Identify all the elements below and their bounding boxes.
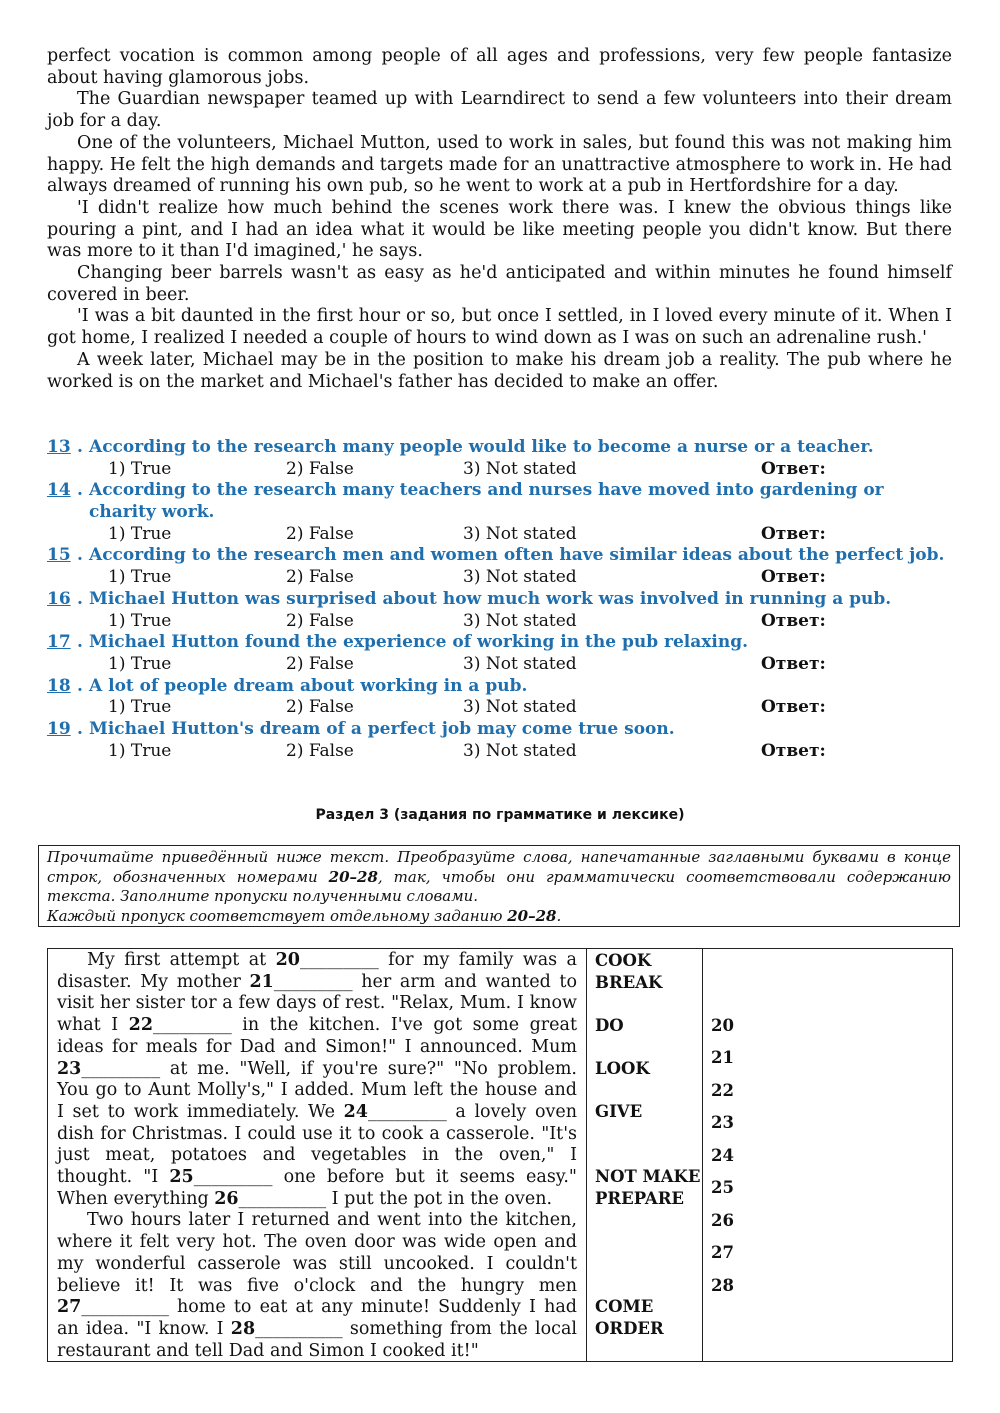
question-13: 13 . According to the research many people would like to become a nurse or a teacher. 1) True 2) False 3) Not stated Ответ: (47, 437, 952, 480)
true-false-questions (47, 437, 952, 762)
answer-label: Ответ: (761, 567, 826, 588)
base-word: DO (595, 1016, 624, 1035)
question-text: Michael Hutton found the experience of working in the pub relaxing. (89, 632, 749, 653)
reading-paragraph: 'I was a bit daunted in the first hour or so, but once I settled, in I loved every minute of it. When I got home, I realized I needed a couple of hours to wind down as I was on such an adrenaline rush.' (47, 306, 952, 349)
question-17: 17 . Michael Hutton found the experience of working in the pub relaxing. 1) True 2) False 3) Not stated Ответ: (47, 632, 952, 675)
question-text: According to the research many teachers and nurses have moved into gardening or charity work. (89, 480, 884, 523)
task-number: 21 (711, 1048, 734, 1067)
option-true[interactable]: 1) True (108, 740, 172, 761)
answer-label: Ответ: (761, 458, 826, 479)
option-false[interactable]: 2) False (286, 610, 354, 631)
gap-paragraph: Two hours later I returned and went into the kitchen, where it felt very hot. The oven door was wide open and my wonderful casserole was still uncooked. I couldn't believe it! It was five o'clock and the hungry men 27__________ home to eat at any minute! Suddenly I had an idea. "I know. I 28__________ something from the local restaurant and tell Dad and Simon I cooked it!" (57, 1210, 577, 1361)
answer-label: Ответ: (761, 523, 826, 544)
instruction-line (47, 907, 951, 927)
option-not-stated[interactable]: 3) Not stated (463, 458, 577, 479)
option-not-stated[interactable]: 3) Not stated (463, 610, 577, 631)
option-true[interactable]: 1) True (108, 458, 172, 479)
task-numbers-column (703, 949, 952, 1361)
option-false[interactable]: 2) False (286, 458, 354, 479)
question-number: 13 (47, 437, 71, 457)
gap-blank[interactable]: _________ (153, 1015, 232, 1036)
question-text: Michael Hutton's dream of a perfect job may come true soon. (89, 719, 675, 740)
task-number: 28 (711, 1276, 734, 1295)
option-true[interactable]: 1) True (108, 523, 172, 544)
gap-number: 23 (57, 1058, 82, 1079)
question-number: 15 (47, 545, 71, 566)
option-not-stated[interactable]: 3) Not stated (463, 567, 577, 588)
task-number: 27 (711, 1243, 734, 1262)
base-word: ORDER (595, 1319, 664, 1338)
option-not-stated[interactable]: 3) Not stated (463, 697, 577, 718)
gap-paragraph: My first attempt at 20_________ for my family was a disaster. My mother 21_________ her arm and wanted to visit her sister tor a few days of rest. "Relax, Mum. I know what I 22_________ in the kitchen. I've got some great ideas for meals for Dad and Simon!" I announced. Mum 23_________ at me. "Well, if you're sure?" "No problem. You go to Aunt Molly's," I added. Mum left the house and I set to work immediately. We 24_________ a lovely oven dish for Christmas. I could use it to cook a casserole. "It's just meat, potatoes and vegetables in the oven," I thought. "I 25_________ one before but it seems easy." When everything 26__________ I put the pot in the oven. (57, 950, 577, 1209)
instruction-line (47, 848, 951, 907)
gap-text-column (48, 949, 587, 1361)
option-not-stated[interactable]: 3) Not stated (463, 523, 577, 544)
option-false[interactable]: 2) False (286, 523, 354, 544)
option-false[interactable]: 2) False (286, 653, 354, 674)
option-true[interactable]: 1) True (108, 653, 172, 674)
gap-number: 27 (57, 1297, 82, 1318)
option-not-stated[interactable]: 3) Not stated (463, 740, 577, 761)
reading-paragraph: 'I didn't realize how much behind the scenes work there was. I knew the obvious things like pouring a pint, and I had an idea what it would be like meeting people you didn't know. But there was more to it than I'd imagined,' he says. (47, 197, 952, 262)
gap-blank[interactable]: __________ (81, 1297, 169, 1318)
reading-paragraph: perfect vocation is common among people of all ages and professions, very few people fantasize about having glamorous jobs. (47, 46, 952, 88)
question-number: 14 (47, 480, 71, 501)
question-number: 18 (47, 675, 71, 696)
option-not-stated[interactable]: 3) Not stated (463, 653, 577, 674)
reading-paragraph: Changing beer barrels wasn't as easy as he'd anticipated and within minutes he found himself covered in beer. (47, 263, 952, 305)
base-words-column (587, 949, 703, 1361)
instruction-box (38, 845, 960, 927)
answer-label: Ответ: (761, 653, 826, 674)
gap-blank[interactable]: _________ (193, 1167, 273, 1188)
reading-paragraph: The Guardian newspaper teamed up with Learndirect to send a few volunteers into their dream job for a day. (47, 89, 952, 132)
answer-label: Ответ: (761, 740, 826, 761)
question-15: 15 . According to the research men and women often have similar ideas about the perfect job. 1) True 2) False 3) Not stated Ответ: (47, 545, 952, 588)
gap-number: 20 (275, 950, 300, 970)
option-false[interactable]: 2) False (286, 567, 354, 588)
gap-number: 25 (169, 1167, 194, 1188)
question-text: According to the research many people would like to become a nurse or a teacher. (89, 437, 874, 457)
option-false[interactable]: 2) False (286, 740, 354, 761)
instruction-range: 20–28 (328, 867, 378, 886)
gap-blank[interactable]: __________ (255, 1318, 343, 1339)
question-text: According to the research men and women often have similar ideas about the perfect job. (89, 545, 945, 566)
base-word: COOK (595, 951, 652, 970)
question-19: 19 . Michael Hutton's dream of a perfect job may come true soon. 1) True 2) False 3) Not stated Ответ: (47, 719, 952, 762)
task-number: 20 (711, 1016, 734, 1035)
question-18: 18 . A lot of people dream about working in a pub. 1) True 2) False 3) Not stated Ответ: (47, 676, 952, 719)
instruction-range: 20–28 (507, 906, 557, 925)
task-number: 23 (711, 1113, 734, 1132)
question-number: 17 (47, 632, 71, 653)
option-true[interactable]: 1) True (108, 567, 172, 588)
gap-blank[interactable]: _________ (81, 1058, 161, 1079)
question-14: 14 . According to the research many teachers and nurses have moved into gardening or charity work. 1) True 2) False 3) Not stated Ответ: (47, 480, 952, 545)
question-text: Michael Hutton was surprised about how much work was involved in running a pub. (89, 588, 892, 609)
option-false[interactable]: 2) False (286, 697, 354, 718)
instruction-text: Прочитайте приведённый ниже текст. Преобразуйте слова, напечатанные заглавными буквами в конце строк, обозначенных номерами (47, 848, 951, 886)
gap-number: 22 (128, 1015, 154, 1036)
section-title: Раздел 3 (задания по грамматике и лексике) (315, 807, 685, 823)
gap-number: 26 (214, 1188, 239, 1209)
task-number: 22 (711, 1081, 734, 1100)
gap-number: 24 (343, 1101, 368, 1122)
base-word: LOOK (595, 1059, 650, 1078)
question-number: 16 (47, 588, 71, 609)
task-number: 24 (711, 1146, 734, 1165)
question-16: 16 . Michael Hutton was surprised about how much work was involved in running a pub. 1) True 2) False 3) Not stated Ответ: (47, 589, 952, 632)
reading-passage (47, 46, 952, 393)
gap-number: 28 (230, 1318, 256, 1339)
option-true[interactable]: 1) True (108, 610, 172, 631)
base-word: GIVE (595, 1102, 643, 1121)
answer-label: Ответ: (761, 697, 826, 718)
gap-blank[interactable]: _________ (273, 971, 353, 992)
gap-blank[interactable]: _________ (367, 1101, 447, 1122)
base-word: BREAK (595, 973, 663, 992)
instruction-text: Каждый пропуск соответствует отдельному заданию (47, 906, 508, 925)
answer-label: Ответ: (761, 610, 826, 631)
base-word: NOT MAKE (595, 1167, 701, 1186)
gap-blank[interactable]: __________ (238, 1188, 327, 1209)
task-number: 26 (711, 1211, 734, 1230)
question-text: A lot of people dream about working in a pub. (89, 675, 528, 696)
question-number: 19 (47, 719, 71, 740)
instruction-text: , так, чтобы они грамматически соответствовали содержанию текста. Заполните пропуски полученными словами. (47, 867, 951, 905)
option-true[interactable]: 1) True (108, 697, 172, 718)
gap-fill-table (47, 948, 953, 1362)
base-word: PREPARE (595, 1189, 684, 1208)
reading-paragraph: One of the volunteers, Michael Mutton, used to work in sales, but found this was not making him happy. He felt the high demands and targets made for an unattractive atmosphere to work in. He had always dreamed of running his own pub, so he went to work at a pub in Hertfordshire for a day. (47, 132, 952, 197)
reading-paragraph: A week later, Michael may be in the position to make his dream job a reality. The pub where he worked is on the market and Michael's father has decided to make an offer. (47, 349, 952, 392)
instruction-text: . (556, 906, 562, 925)
gap-blank[interactable]: _________ (299, 950, 379, 970)
gap-number: 21 (249, 971, 274, 992)
base-word: COME (595, 1297, 654, 1316)
task-number: 25 (711, 1178, 734, 1197)
